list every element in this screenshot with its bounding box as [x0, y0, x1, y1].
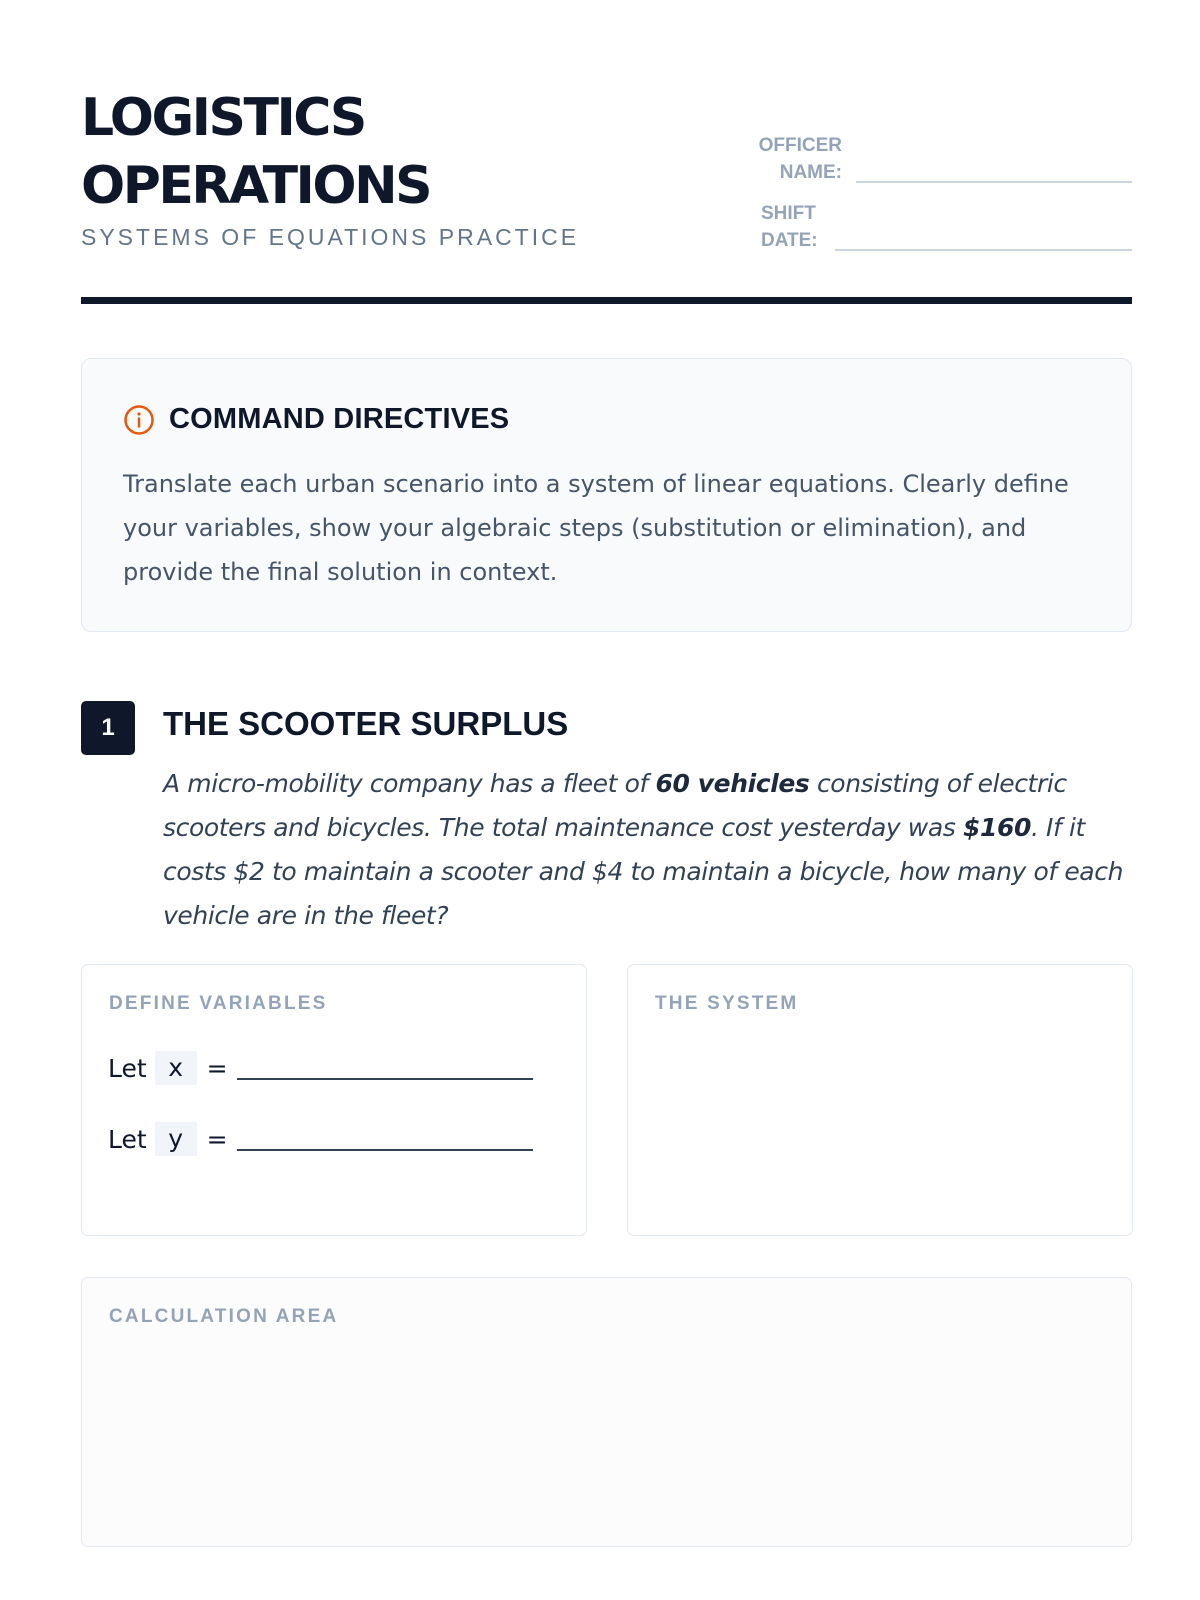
variable-y-symbol: y	[155, 1122, 197, 1156]
total-cost-highlight: $160	[962, 813, 1031, 842]
system-label: THE SYSTEM	[655, 993, 799, 1014]
system-box[interactable]	[627, 964, 1133, 1236]
variable-y-row	[108, 1122, 533, 1156]
worksheet-header	[81, 80, 1132, 300]
problem-title: THE SCOOTER SURPLUS	[163, 705, 569, 742]
let-word: Let	[108, 1124, 147, 1154]
title-line-2: OPERATIONS	[81, 156, 431, 216]
title-line-1: LOGISTICS	[81, 88, 365, 148]
define-variables-box[interactable]	[81, 964, 587, 1236]
variable-x-row	[108, 1051, 533, 1085]
worksheet-title	[81, 84, 681, 220]
shift-date-line[interactable]	[835, 249, 1132, 251]
officer-name-line[interactable]	[856, 181, 1132, 183]
variable-x-symbol: x	[155, 1051, 197, 1085]
command-directives-box	[81, 358, 1132, 632]
equals-sign: =	[206, 1124, 228, 1154]
variable-x-blank[interactable]	[237, 1060, 533, 1080]
shift-date-label: SHIFT DATE:	[761, 203, 818, 251]
worksheet-subtitle: SYSTEMS OF EQUATIONS PRACTICE	[81, 224, 580, 250]
header-divider	[81, 297, 1132, 304]
fleet-size-highlight: 60 vehicles	[655, 769, 810, 798]
problem-number-badge: 1	[81, 701, 135, 755]
calculation-area-label: CALCULATION AREA	[109, 1306, 339, 1327]
equals-sign: =	[206, 1053, 228, 1083]
let-word: Let	[108, 1053, 147, 1083]
directives-heading	[123, 403, 509, 436]
directives-title: COMMAND DIRECTIVES	[169, 403, 510, 435]
info-icon	[123, 404, 155, 436]
worksheet-page	[81, 0, 1132, 1600]
shift-date-field[interactable]	[761, 200, 1132, 254]
officer-name-field[interactable]	[757, 132, 1132, 186]
variable-y-blank[interactable]	[237, 1131, 533, 1151]
officer-name-label: OFFICER NAME:	[758, 135, 842, 183]
problem-statement: A micro-mobility company has a fleet of 60 vehicles consisting of electric scooters and bicycles. The total maintenance cost yesterday was $160. If it costs $2 to maintain a scooter and $4 to maintain a bicycle, how many of each vehicle are in the fleet?	[163, 769, 1124, 930]
calculation-area-box[interactable]	[81, 1277, 1132, 1547]
define-variables-label: DEFINE VARIABLES	[109, 993, 328, 1014]
directives-text: Translate each urban scenario into a system of linear equations. Clearly define your variables, show your algebraic steps (substitution or elimination), and provide the final solution in context.	[123, 470, 1069, 586]
